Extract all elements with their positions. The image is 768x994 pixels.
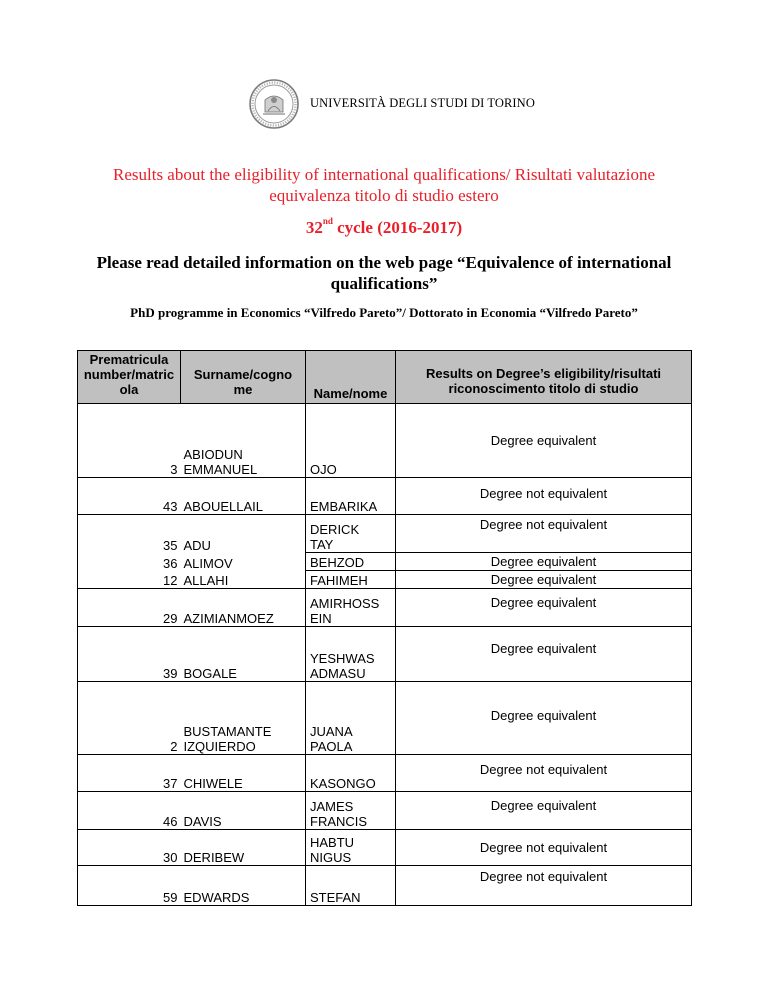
notice-line-2: qualifications” [330,274,438,293]
table-row [78,792,692,830]
notice-line-1: Please read detailed information on the web page “Equivalence of international [96,253,672,272]
column-header-name [306,351,396,404]
surname-cell [181,589,306,627]
name-cell [306,553,396,571]
name-line: FRANCIS [310,814,368,829]
prematricula-cell: 12 [78,571,181,589]
prematricula-cell: 39 [78,627,181,682]
name-cell [306,515,396,553]
surname-line: ABIODUN [183,447,243,462]
university-seal-icon [248,78,300,130]
surname-cell [181,792,306,830]
name-line: OJO [310,462,337,477]
document-title [0,164,768,206]
surname-cell [181,571,306,589]
surname-cell [181,515,306,553]
name-line: EMBARIKA [310,499,378,514]
header-text: Prematricula [89,352,169,367]
prematricula-cell: 3 [78,404,181,478]
table-row [78,627,692,682]
name-cell [306,627,396,682]
table-row [78,682,692,755]
header-text: Surname/cogno [193,367,293,382]
result-cell: Degree equivalent [396,792,692,830]
header-text: Name/nome [313,386,388,401]
surname-line: DAVIS [183,814,222,829]
name-cell [306,682,396,755]
surname-line: ALIMOV [183,555,233,571]
column-header-result [396,351,692,404]
header-text: Results on Degree’s eligibility/risultati [425,366,662,381]
table-row [78,553,692,571]
name-cell [306,478,396,515]
prematricula-cell: 2 [78,682,181,755]
name-line: YESHWAS [310,651,375,666]
name-line: ADMASU [310,666,366,681]
column-header-surname [181,351,306,404]
result-cell: Degree not equivalent [396,830,692,866]
surname-line: ADU [183,537,211,553]
title-line-2: equivalenza titolo di studio estero [269,186,499,205]
header-text: me [233,382,253,397]
surname-line: BOGALE [183,666,237,681]
prematricula-cell: 36 [78,553,181,571]
table-header-row [78,351,692,404]
surname-cell [181,830,306,866]
surname-cell [181,553,306,571]
name-cell [306,571,396,589]
surname-cell [181,627,306,682]
name-line: PAOLA [310,739,353,754]
prematricula-cell: 30 [78,830,181,866]
name-cell [306,792,396,830]
table-row [78,571,692,589]
surname-line: ALLAHI [183,573,229,588]
surname-line: BUSTAMANTE [183,724,272,739]
name-line: TAY [310,537,334,552]
prematricula-cell: 35 [78,515,181,553]
name-line: NIGUS [310,850,352,865]
name-cell [306,830,396,866]
table-row [78,478,692,515]
name-cell [306,404,396,478]
surname-cell [181,682,306,755]
name-line: EIN [310,611,332,626]
result-cell: Degree equivalent [396,404,692,478]
name-line: AMIRHOSS [310,596,380,611]
surname-line: EDWARDS [183,890,250,905]
name-line: HABTU [310,835,355,850]
result-cell: Degree not equivalent [396,866,692,906]
surname-line: EMMANUEL [183,462,258,477]
name-line: STEFAN [310,890,361,905]
table-row [78,866,692,906]
result-cell: Degree equivalent [396,682,692,755]
name-line: JUANA [310,724,353,739]
name-cell [306,866,396,906]
surname-cell [181,866,306,906]
surname-line: AZIMIANMOEZ [183,611,274,626]
prematricula-cell: 37 [78,755,181,792]
prematricula-cell: 29 [78,589,181,627]
table-row [78,755,692,792]
prematricula-cell: 59 [78,866,181,906]
surname-cell [181,755,306,792]
table-row [78,589,692,627]
prematricula-cell: 46 [78,792,181,830]
name-cell [306,755,396,792]
result-cell: Degree equivalent [396,553,692,571]
name-line: BEHZOD [310,555,365,570]
cycle-years: cycle (2016-2017) [332,218,463,237]
column-header-prematricula [78,351,181,404]
name-line: DERICK [310,522,360,537]
results-table [77,350,692,906]
name-line: JAMES [310,799,354,814]
surname-line: DERIBEW [183,850,245,865]
result-cell: Degree equivalent [396,589,692,627]
surname-cell [181,478,306,515]
surname-line: IZQUIERDO [183,739,256,754]
programme-heading: PhD programme in Economics “Vilfredo Pareto”/ Dottorato in Economia “Vilfredo Pareto” [130,305,638,320]
result-cell: Degree not equivalent [396,755,692,792]
cycle-suffix: nd [322,216,333,226]
title-line-1: Results about the eligibility of international qualifications/ Risultati valutazione [113,165,655,184]
header-text: number/matric [83,367,175,382]
name-line: FAHIMEH [310,573,368,588]
surname-cell [181,404,306,478]
result-cell: Degree equivalent [396,571,692,589]
prematricula-cell: 43 [78,478,181,515]
surname-line: ABOUELLAIL [183,499,263,514]
cycle-number: 32 [305,218,323,237]
result-cell: Degree equivalent [396,627,692,682]
university-name: UNIVERSITÀ DEGLI STUDI DI TORINO [310,96,535,110]
table-row [78,830,692,866]
header-text: riconoscimento titolo di studio [448,381,639,396]
result-cell: Degree not equivalent [396,478,692,515]
surname-line: CHIWELE [183,776,243,791]
notice-heading [0,252,768,294]
cycle-heading [0,218,768,238]
table-row [78,404,692,478]
result-cell: Degree not equivalent [396,515,692,553]
header-text: ola [119,382,139,397]
name-cell [306,589,396,627]
table-row [78,515,692,553]
name-line: KASONGO [310,776,376,791]
